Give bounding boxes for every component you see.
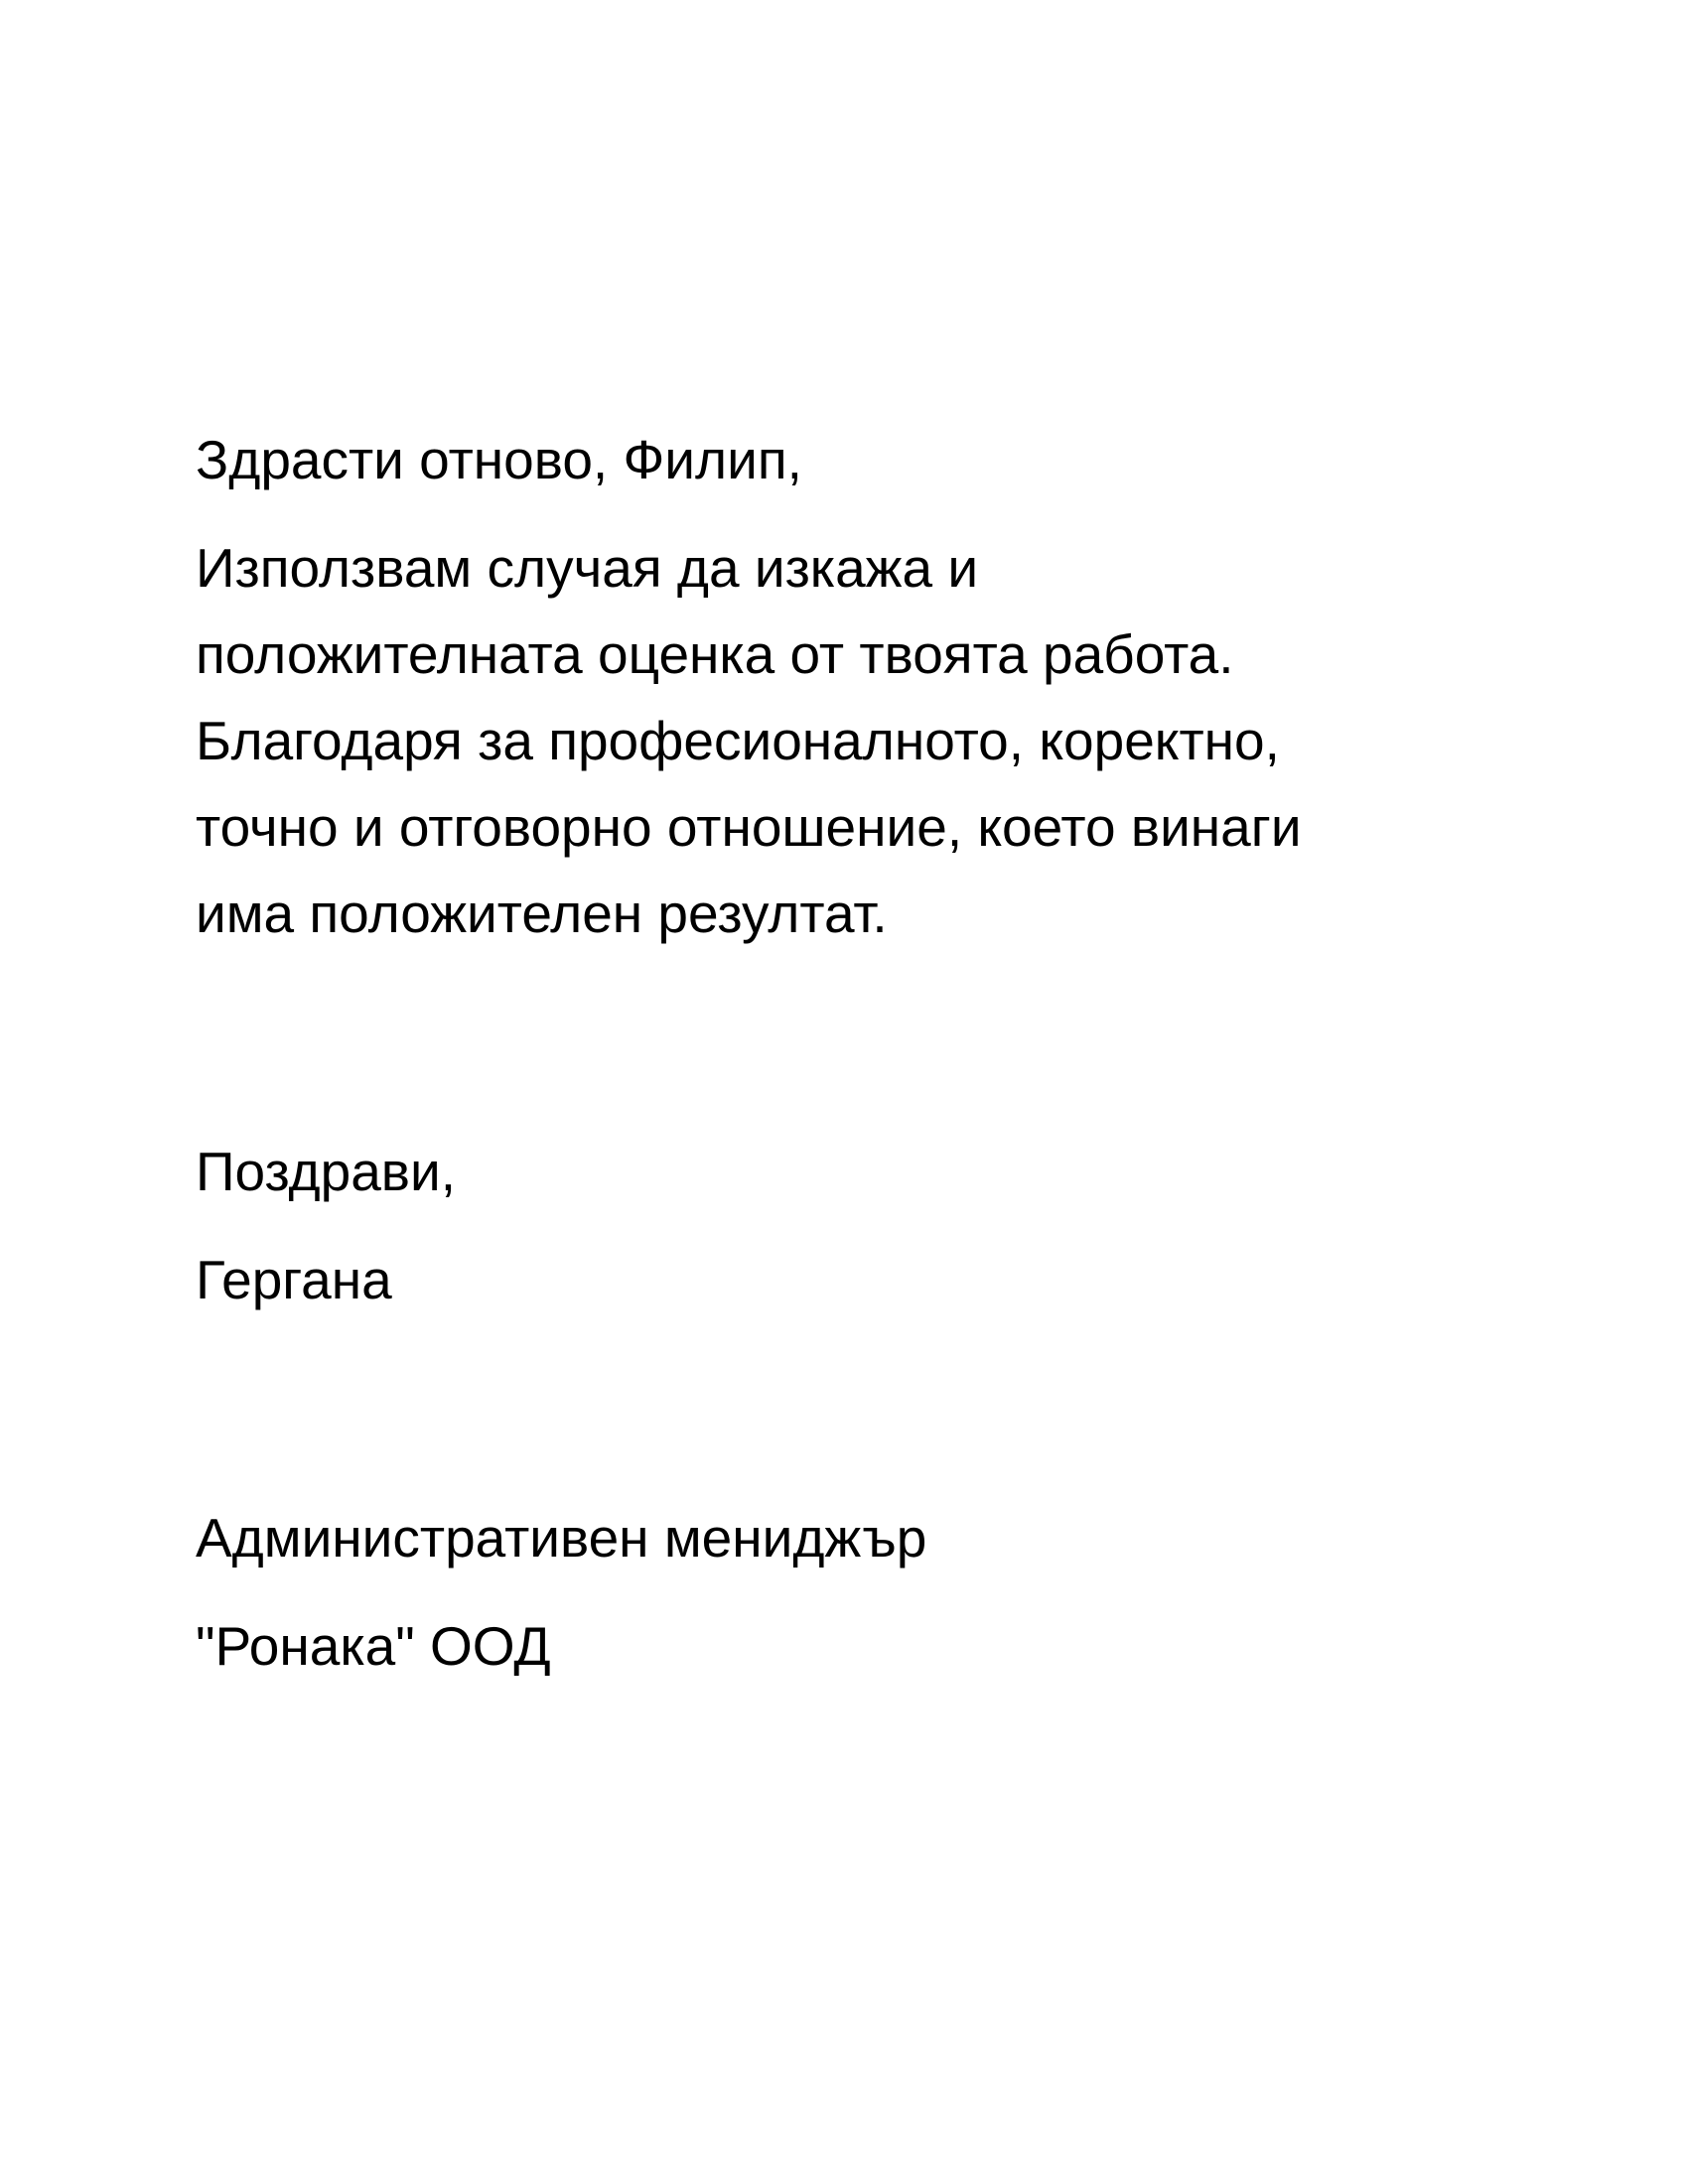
- message-line: точно и отговорно отношение, което винаги: [196, 796, 1302, 858]
- closing: Поздрави,: [196, 1141, 457, 1202]
- message-line: Използвам случая да изкажа и: [196, 537, 979, 599]
- message-paragraph: [196, 525, 1496, 957]
- message-line: положителната оценка от твоята работа.: [196, 623, 1234, 685]
- signer-name: Гергана: [196, 1249, 392, 1310]
- letter-body: [196, 417, 1496, 1690]
- greeting: Здрасти отново, Филип,: [196, 429, 802, 490]
- message-line: има положителен резултат.: [196, 883, 888, 944]
- message-line: Благодаря за професионалното, коректно,: [196, 710, 1280, 771]
- signer-title: Административен мениджър: [196, 1507, 927, 1569]
- company-name: "Ронака" ООД: [196, 1615, 551, 1677]
